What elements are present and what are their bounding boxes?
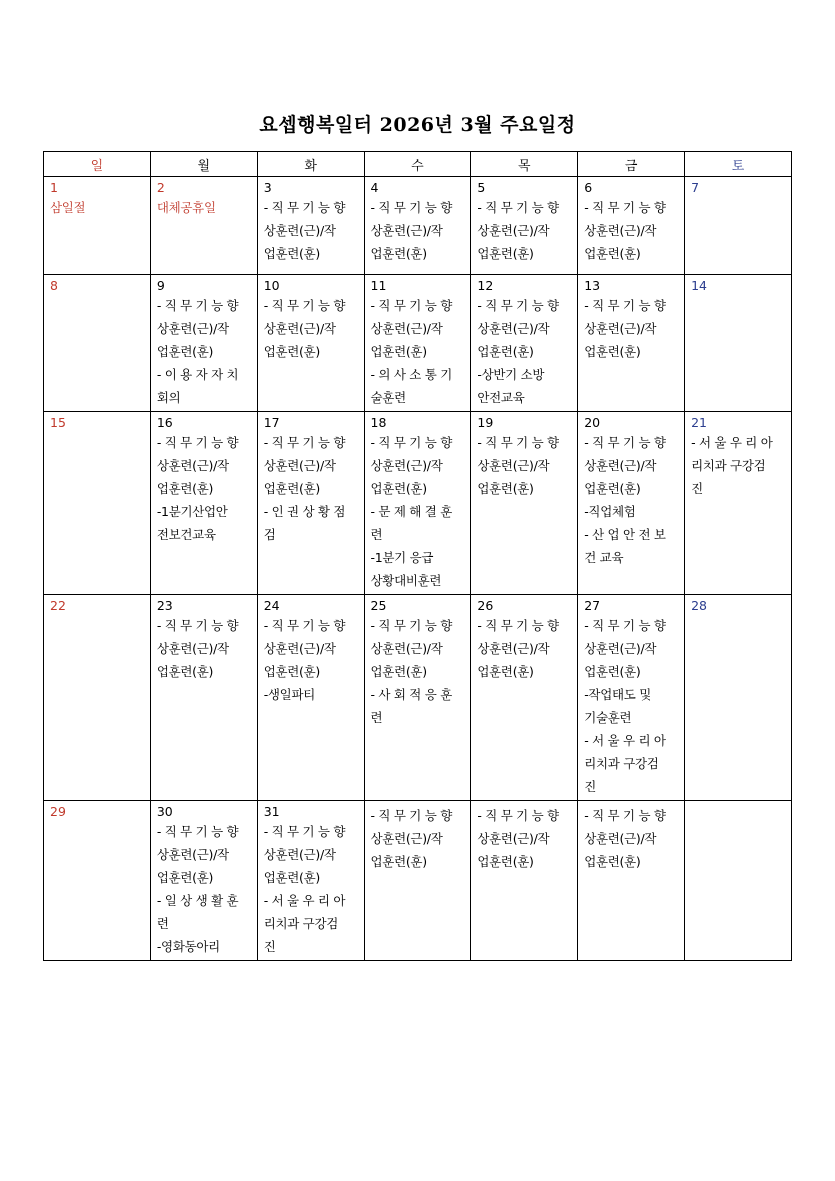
event-text: 업훈련(훈)	[477, 481, 534, 496]
day-cell	[685, 177, 792, 275]
day-cell	[150, 595, 257, 801]
event-text: 대체공휴일	[156, 200, 216, 215]
day-number: 29	[50, 804, 66, 819]
event-text: 상훈련(근)/작	[263, 321, 336, 336]
event-text: 상훈련(근)/작	[263, 223, 336, 238]
event-text: - 직 무 기 능 향	[156, 435, 239, 450]
event-text: - 서 울 우 리 아	[263, 893, 346, 908]
day-cell	[364, 595, 471, 801]
event-text: 업훈련(훈)	[263, 344, 320, 359]
event-text: 상훈련(근)/작	[477, 223, 550, 238]
event-text: - 직 무 기 능 향	[370, 435, 452, 450]
day-number: 30	[156, 804, 173, 819]
event-text: - 직 무 기 능 향	[584, 298, 666, 313]
day-number: 31	[263, 804, 280, 819]
event-text: 업훈련(훈)	[370, 344, 427, 359]
event-text: - 직 무 기 능 향	[584, 200, 666, 215]
day-cell	[364, 412, 471, 595]
event-text: 상훈련(근)/작	[156, 641, 229, 656]
event-text: -생일파티	[263, 687, 315, 702]
event-text: - 직 무 기 능 향	[584, 435, 666, 450]
day-number: 12	[477, 278, 494, 293]
day-number: 3	[263, 180, 272, 195]
event-text: - 직 무 기 능 향	[156, 298, 239, 313]
day-cell	[471, 801, 578, 961]
day-cell	[150, 177, 257, 275]
event-text: 상훈련(근)/작	[156, 847, 229, 862]
event-text: - 직 무 기 능 향	[477, 808, 559, 823]
event-text: 업훈련(훈)	[370, 246, 427, 261]
event-text: -직업체험	[584, 504, 636, 519]
event-text: - 일 상 생 활 훈	[156, 893, 239, 908]
day-cell	[578, 177, 685, 275]
day-cell	[257, 412, 364, 595]
event-text: 업훈련(훈)	[156, 344, 214, 359]
event-text: - 직 무 기 능 향	[263, 298, 346, 313]
event-text: 상훈련(근)/작	[584, 458, 657, 473]
event-text: -영화동아리	[156, 939, 220, 954]
event-text: -1분기 응급	[370, 550, 434, 565]
event-text: -상반기 소방	[477, 367, 545, 382]
event-text: 업훈련(훈)	[477, 854, 534, 869]
event-text: - 의 사 소 통 기	[370, 367, 452, 382]
day-cell	[150, 412, 257, 595]
day-number: 19	[477, 415, 494, 430]
weekday-sun: 일	[44, 152, 151, 177]
day-number: 9	[156, 278, 165, 293]
event-text: 업훈련(훈)	[584, 481, 641, 496]
event-text: 진	[691, 481, 703, 496]
event-text: - 직 무 기 능 향	[477, 435, 559, 450]
day-cell	[685, 275, 792, 412]
day-number: 13	[584, 278, 601, 293]
week-row	[44, 801, 792, 961]
day-cell	[578, 275, 685, 412]
day-number: 11	[370, 278, 387, 293]
event-text: 련	[370, 527, 383, 542]
day-cell	[471, 595, 578, 801]
event-text: 상훈련(근)/작	[477, 321, 550, 336]
event-text: 진	[584, 779, 596, 794]
event-text: 업훈련(훈)	[584, 344, 641, 359]
day-number: 23	[156, 598, 173, 613]
day-cell	[471, 275, 578, 412]
weekday-fri: 금	[578, 152, 685, 177]
weekday-sat: 토	[685, 152, 792, 177]
day-number: 26	[477, 598, 494, 613]
day-cell	[471, 177, 578, 275]
event-text: - 직 무 기 능 향	[263, 200, 346, 215]
day-cell	[364, 177, 471, 275]
week-row	[44, 595, 792, 801]
event-text: 상훈련(근)/작	[370, 831, 443, 846]
day-cell	[364, 801, 471, 961]
day-cell	[44, 412, 151, 595]
day-cell	[685, 412, 792, 595]
day-cell	[685, 595, 792, 801]
event-text: - 이 용 자 자 치	[156, 367, 239, 382]
event-text: 리치과 구강검	[584, 756, 659, 771]
day-cell	[44, 801, 151, 961]
event-text: 업훈련(훈)	[156, 870, 214, 885]
day-cell	[257, 177, 364, 275]
event-text: - 직 무 기 능 향	[263, 618, 346, 633]
event-text: - 직 무 기 능 향	[477, 200, 559, 215]
event-text: - 문 제 해 결 훈	[370, 504, 452, 519]
event-text: 상훈련(근)/작	[370, 223, 443, 238]
day-number: 25	[370, 598, 387, 613]
event-text: 업훈련(훈)	[370, 664, 427, 679]
day-cell	[44, 275, 151, 412]
event-text: 업훈련(훈)	[477, 246, 534, 261]
day-cell	[257, 275, 364, 412]
event-text: 상훈련(근)/작	[156, 321, 229, 336]
day-cell	[44, 595, 151, 801]
event-text: 련	[156, 916, 169, 931]
day-number: 4	[370, 180, 379, 195]
event-text: 업훈련(훈)	[584, 854, 641, 869]
event-text: - 직 무 기 능 향	[370, 618, 452, 633]
day-cell	[471, 412, 578, 595]
day-number: 14	[691, 278, 707, 293]
event-text: - 직 무 기 능 향	[477, 298, 559, 313]
day-number: 22	[50, 598, 66, 613]
day-number: 2	[156, 180, 165, 195]
day-number: 5	[477, 180, 486, 195]
event-text: 진	[263, 939, 276, 954]
day-cell	[578, 595, 685, 801]
day-number: 20	[584, 415, 601, 430]
day-number: 6	[584, 180, 593, 195]
event-text: 상황대비훈련	[370, 573, 442, 588]
event-text: 업훈련(훈)	[263, 481, 320, 496]
event-text: 업훈련(훈)	[584, 246, 641, 261]
event-text: 회의	[156, 390, 181, 405]
event-text: 전보건교육	[156, 527, 216, 542]
day-number: 18	[370, 415, 387, 430]
event-text: -작업태도 및	[584, 687, 651, 702]
day-cell	[150, 275, 257, 412]
event-text: - 서 울 우 리 아	[691, 435, 773, 450]
week-row	[44, 275, 792, 412]
day-number: 10	[263, 278, 280, 293]
event-text: 기술훈련	[584, 710, 632, 725]
event-text: - 인 권 상 황 점	[263, 504, 346, 519]
event-text: 상훈련(근)/작	[584, 223, 657, 238]
day-cell	[150, 801, 257, 961]
event-text: - 서 울 우 리 아	[584, 733, 666, 748]
event-text: 상훈련(근)/작	[370, 321, 443, 336]
event-text: 업훈련(훈)	[263, 246, 320, 261]
event-text: 리치과 구강검	[691, 458, 766, 473]
event-text: - 직 무 기 능 향	[156, 618, 239, 633]
event-text: 상훈련(근)/작	[263, 847, 336, 862]
event-text: - 직 무 기 능 향	[370, 200, 452, 215]
day-cell	[685, 801, 792, 961]
event-text: 업훈련(훈)	[477, 344, 534, 359]
day-cell	[257, 801, 364, 961]
event-text: -1분기산업안	[156, 504, 228, 519]
week-row	[44, 412, 792, 595]
event-text: 상훈련(근)/작	[477, 458, 550, 473]
event-text: 상훈련(근)/작	[584, 641, 657, 656]
event-text: 안전교육	[477, 390, 525, 405]
day-number: 21	[691, 415, 707, 430]
event-text: - 산 업 안 전 보	[584, 527, 666, 542]
calendar-table	[43, 151, 792, 961]
day-cell	[44, 177, 151, 275]
day-number: 17	[263, 415, 280, 430]
event-text: 업훈련(훈)	[477, 664, 534, 679]
event-text: - 직 무 기 능 향	[263, 824, 346, 839]
day-cell	[364, 275, 471, 412]
event-text: 업훈련(훈)	[370, 481, 427, 496]
event-text: 업훈련(훈)	[370, 854, 427, 869]
event-text: - 직 무 기 능 향	[584, 618, 666, 633]
event-text: - 직 무 기 능 향	[477, 618, 559, 633]
weekday-thu: 목	[471, 152, 578, 177]
event-text: - 직 무 기 능 향	[370, 298, 452, 313]
page-title: 요셉행복일터 2026년 3월 주요일정	[259, 114, 576, 136]
event-text: 상훈련(근)/작	[156, 458, 229, 473]
event-text: 상훈련(근)/작	[263, 641, 336, 656]
day-cell	[578, 412, 685, 595]
day-number: 24	[263, 598, 280, 613]
day-number: 7	[691, 180, 700, 195]
event-text: 업훈련(훈)	[156, 664, 214, 679]
event-text: 삼일절	[50, 200, 86, 215]
week-row	[44, 177, 792, 275]
day-number: 1	[50, 180, 58, 195]
event-text: 건 교육	[584, 550, 624, 565]
day-cell	[257, 595, 364, 801]
event-text: - 직 무 기 능 향	[584, 808, 666, 823]
event-text: - 직 무 기 능 향	[263, 435, 346, 450]
event-text: - 사 회 적 응 훈	[370, 687, 452, 702]
day-number: 28	[691, 598, 707, 613]
event-text: 상훈련(근)/작	[477, 831, 550, 846]
event-text: 검	[263, 527, 276, 542]
event-text: 상훈련(근)/작	[584, 321, 657, 336]
weekday-mon: 월	[150, 152, 257, 177]
event-text: - 직 무 기 능 향	[156, 824, 239, 839]
event-text: 상훈련(근)/작	[477, 641, 550, 656]
event-text: 업훈련(훈)	[156, 481, 214, 496]
day-number: 15	[50, 415, 66, 430]
day-number: 8	[50, 278, 58, 293]
event-text: - 직 무 기 능 향	[370, 808, 452, 823]
weekday-wed: 수	[364, 152, 471, 177]
event-text: 상훈련(근)/작	[263, 458, 336, 473]
event-text: 상훈련(근)/작	[370, 641, 443, 656]
event-text: 상훈련(근)/작	[370, 458, 443, 473]
event-text: 상훈련(근)/작	[584, 831, 657, 846]
event-text: 업훈련(훈)	[584, 664, 641, 679]
weekday-tue: 화	[257, 152, 364, 177]
event-text: 련	[370, 710, 383, 725]
day-number: 27	[584, 598, 601, 613]
day-cell	[578, 801, 685, 961]
weekday-header-row	[44, 152, 792, 177]
event-text: 리치과 구강검	[263, 916, 339, 931]
event-text: 업훈련(훈)	[263, 870, 320, 885]
event-text: 업훈련(훈)	[263, 664, 320, 679]
event-text: 술훈련	[370, 390, 406, 405]
day-number: 16	[156, 415, 173, 430]
